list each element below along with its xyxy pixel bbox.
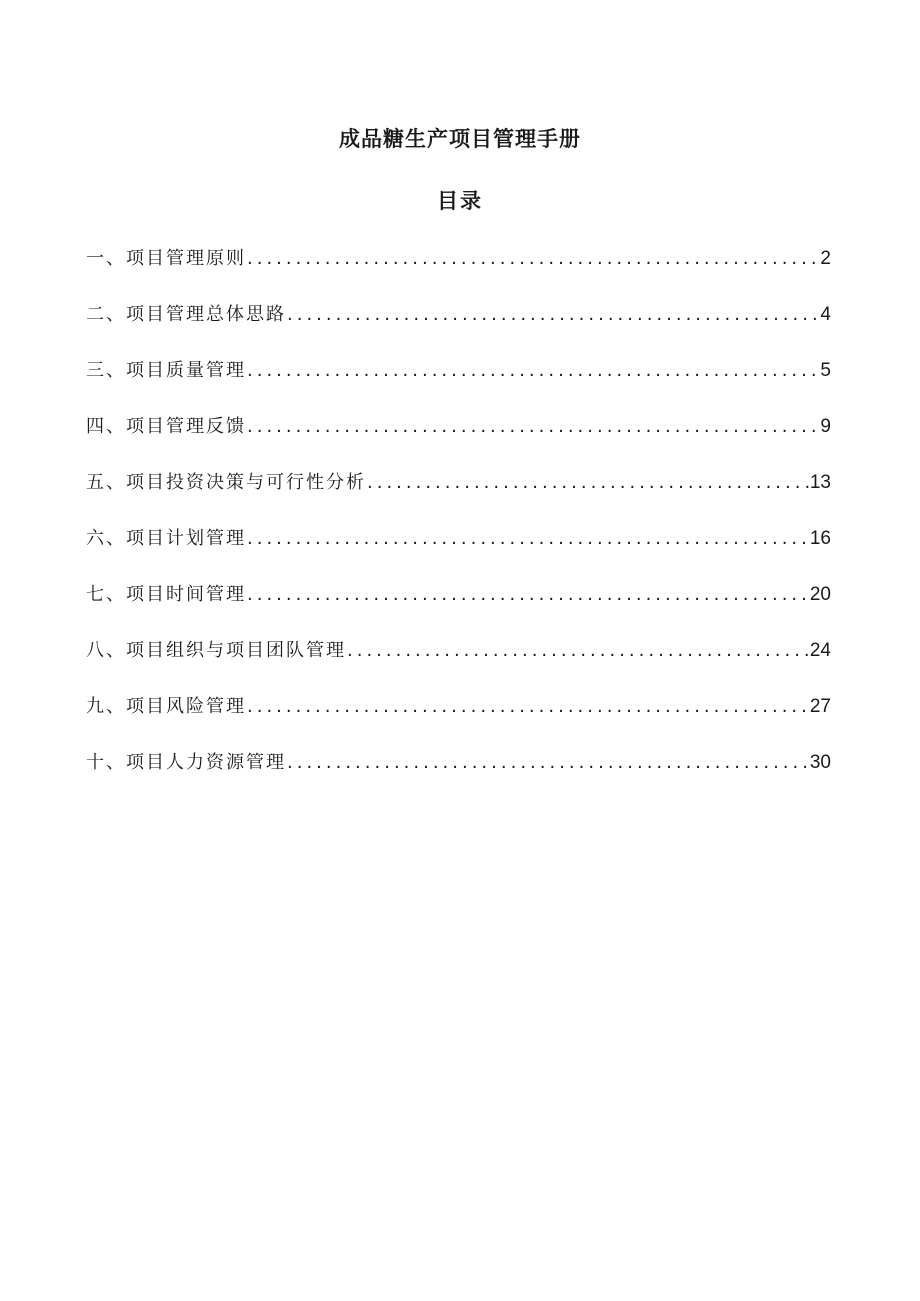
toc-entry-1[interactable] [86, 244, 831, 300]
toc-entry-page: 9 [820, 416, 831, 437]
toc-dot-leader [246, 412, 820, 442]
toc-entry-page: 13 [809, 472, 831, 493]
toc-entry-9[interactable] [86, 692, 831, 748]
toc-entry-7[interactable] [86, 580, 831, 636]
toc-entry-label: 十、项目人力资源管理 [86, 752, 286, 773]
toc-entry-4[interactable] [86, 412, 831, 468]
toc-entry-page: 27 [809, 696, 831, 717]
toc-dot-leader [366, 468, 810, 498]
toc-entry-label: 三、项目质量管理 [86, 360, 246, 381]
toc-dot-leader [246, 580, 810, 610]
toc-entry-page: 24 [809, 640, 831, 661]
toc-dot-leader [246, 692, 810, 722]
toc-dot-leader [346, 636, 810, 666]
toc-entry-label: 一、项目管理原则 [86, 248, 246, 269]
toc-entry-label: 五、项目投资决策与可行性分析 [86, 472, 366, 493]
toc-entry-label: 六、项目计划管理 [86, 528, 246, 549]
toc-entry-3[interactable] [86, 356, 831, 412]
toc-heading: 目录 [437, 189, 483, 213]
table-of-contents [86, 244, 831, 804]
toc-entry-label: 九、项目风险管理 [86, 696, 246, 717]
toc-entry-page: 2 [820, 248, 831, 269]
toc-entry-label: 四、项目管理反馈 [86, 416, 246, 437]
document-title: 成品糖生产项目管理手册 [339, 127, 581, 151]
toc-entry-10[interactable] [86, 748, 831, 804]
toc-entry-5[interactable] [86, 468, 831, 524]
toc-entry-label: 八、项目组织与项目团队管理 [86, 640, 346, 661]
toc-dot-leader [286, 748, 810, 778]
toc-dot-leader [246, 524, 810, 554]
toc-entry-2[interactable] [86, 300, 831, 356]
toc-entry-6[interactable] [86, 524, 831, 580]
toc-entry-page: 30 [809, 752, 831, 773]
toc-entry-page: 16 [809, 528, 831, 549]
toc-entry-page: 4 [820, 304, 831, 325]
toc-entry-page: 20 [809, 584, 831, 605]
toc-entry-page: 5 [820, 360, 831, 381]
toc-entry-label: 二、项目管理总体思路 [86, 304, 286, 325]
toc-dot-leader [246, 356, 820, 386]
toc-entry-8[interactable] [86, 636, 831, 692]
toc-dot-leader [246, 244, 820, 274]
toc-dot-leader [286, 300, 820, 330]
toc-entry-label: 七、项目时间管理 [86, 584, 246, 605]
